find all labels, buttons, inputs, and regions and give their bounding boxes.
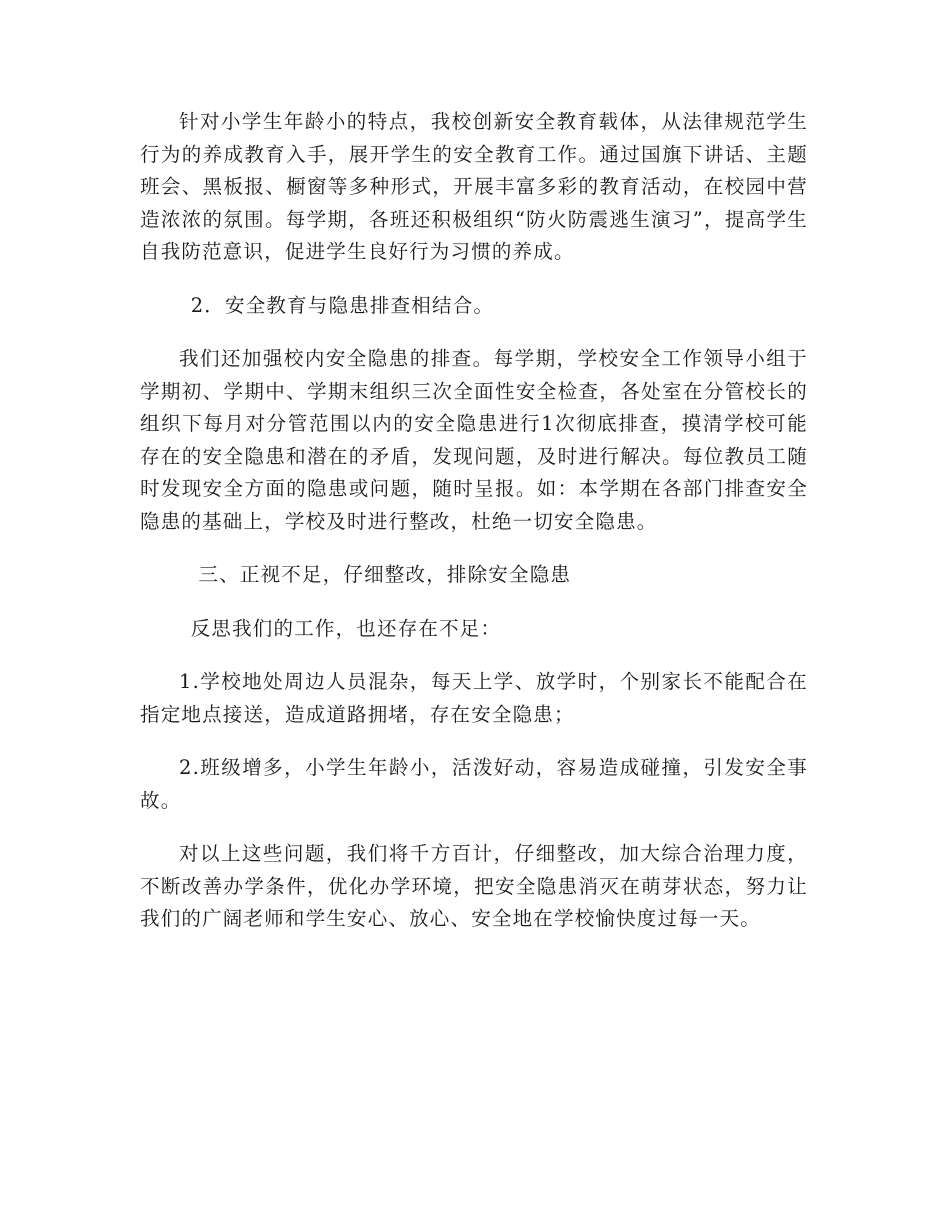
paragraph-reflection: 反思我们的工作，也还存在不足： bbox=[190, 616, 502, 640]
paragraph-safety-education: 针对小学生年龄小的特点，我校创新安全教育载体，从法律规范学生行为的养成教育入手，展开学生的安全教育工作。通过国旗下讲话、主题班会、黑板报、橱窗等多种形式，开展丰富多彩的教育活动，在校园中营造浓浓的氛围。每学期，各班还积极组织“防火防震逃生演习”，提高学生自我防范意识，促进学生良好行为习惯的养成。 bbox=[140, 110, 808, 263]
section-heading-shortcomings: 三、正视不足，仔细整改，排除安全隐患 bbox=[198, 563, 572, 586]
paragraph-conclusion: 对以上这些问题，我们将千方百计，仔细整改，加大综合治理力度，不断改善办学条件，优化办学环境，把安全隐患消灭在萌芽状态，努力让我们的广阔老师和学生安心、放心、安全地在学校愉快度过每一天。 bbox=[140, 842, 808, 930]
list-item-1: 1.学校地处周边人员混杂，每天上学、放学时，个别家长不能配合在指定地点接送，造成道路拥堵，存在安全隐患； bbox=[140, 670, 808, 726]
document-body bbox=[140, 106, 808, 957]
list-item-2: 2.班级增多，小学生年龄小，活泼好动，容易造成碰撞，引发安全事故。 bbox=[140, 756, 808, 812]
paragraph-hazard-inspection: 我们还加强校内安全隐患的排查。每学期，学校安全工作领导小组于学期初、学期中、学期末组织三次全面性安全检查，各处室在分管校长的组织下每月对分管范围以内的安全隐患进行1次彻底排查，摸清学校可能存在的安全隐患和潜在的矛盾，发现问题，及时进行解决。每位教员工随时发现安全方面的隐患或问题，随时呈报。如：本学期在各部门排查安全隐患的基础上，学校及时进行整改，杜绝一切安全隐患。 bbox=[140, 347, 808, 533]
subheading-hazard-inspection: 2．安全教育与隐患排查相结合。 bbox=[190, 293, 495, 317]
